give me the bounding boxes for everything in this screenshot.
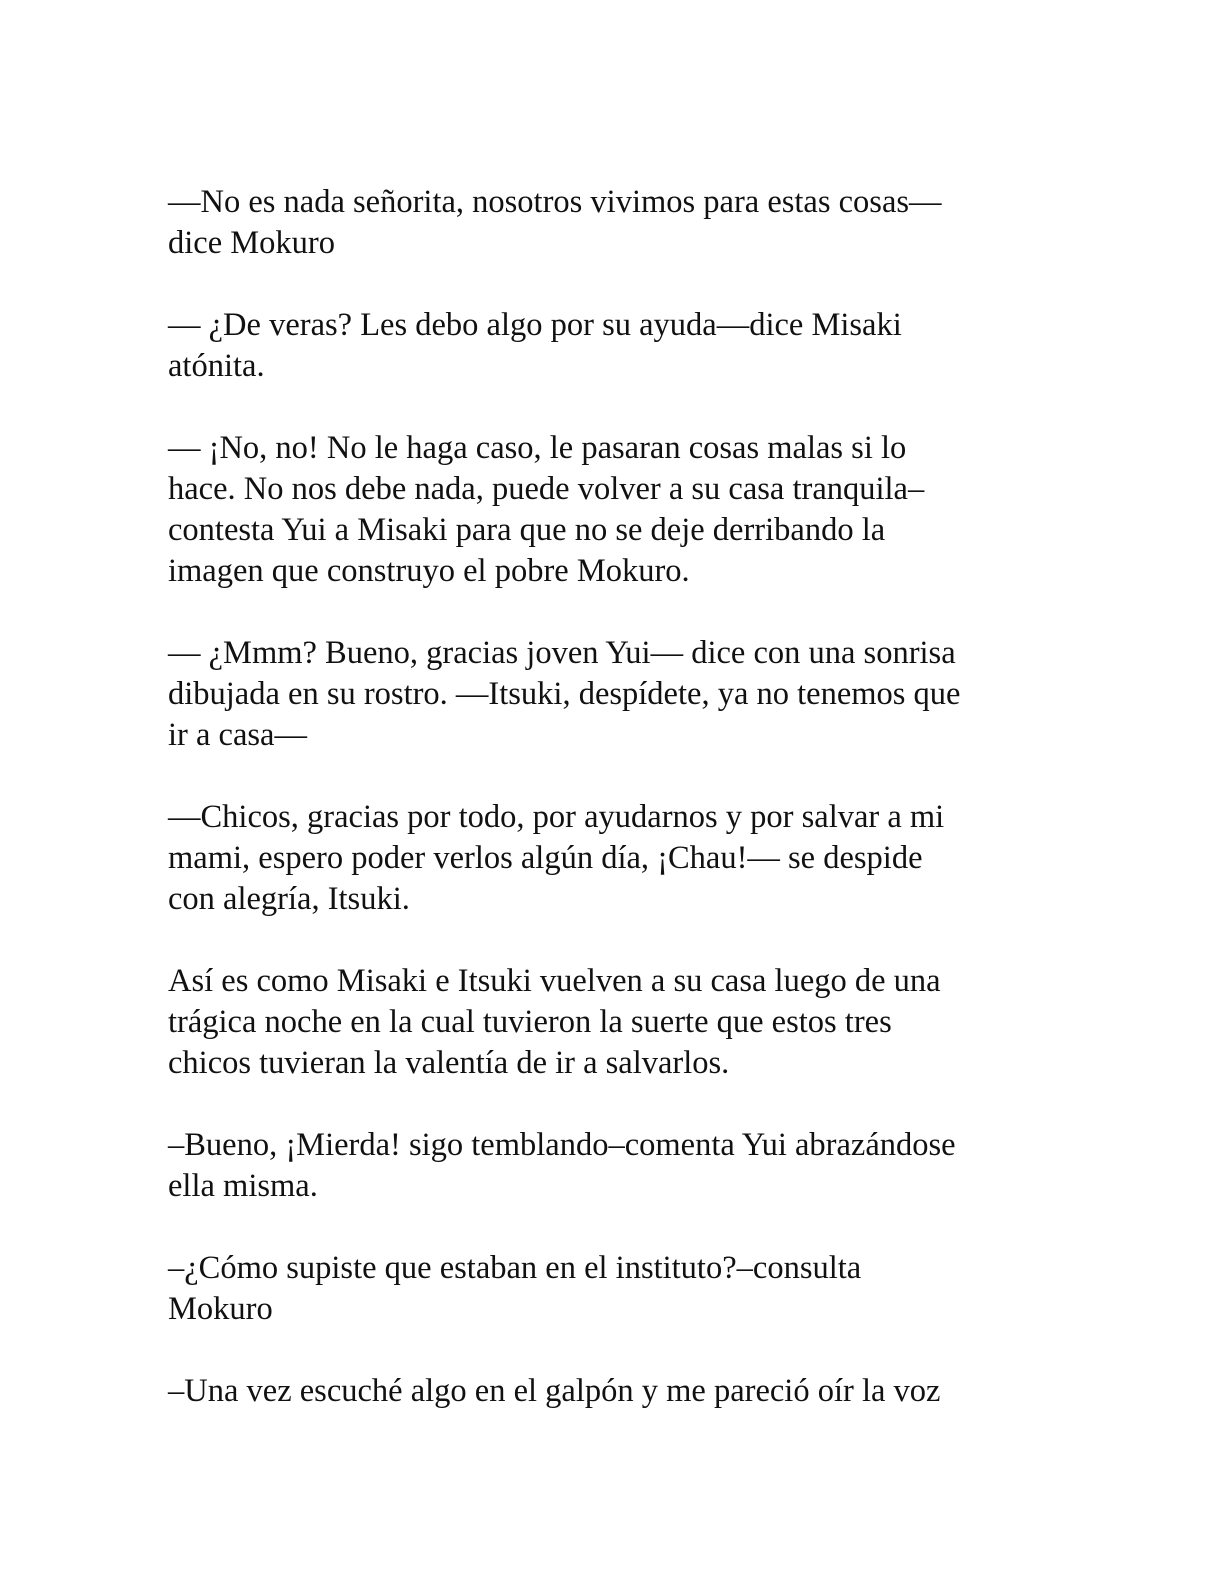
text-line: atónita. bbox=[168, 348, 265, 384]
text-line: —No es nada señorita, nosotros vivimos para estas cosas— bbox=[168, 184, 942, 220]
text-line: —Chicos, gracias por todo, por ayudarnos y por salvar a mi bbox=[168, 799, 945, 835]
text-line: –Bueno, ¡Mierda! sigo temblando–comenta Yui abrazándose bbox=[168, 1127, 956, 1163]
text-line: –Una vez escuché algo en el galpón y me pareció oír la voz bbox=[168, 1373, 941, 1409]
text-line: dibujada en su rostro. —Itsuki, despídete, ya no tenemos que bbox=[168, 676, 961, 712]
paragraph bbox=[168, 1125, 1058, 1207]
text-line: hace. No nos debe nada, puede volver a su casa tranquila– bbox=[168, 471, 925, 507]
text-line: contesta Yui a Misaki para que no se deje derribando la bbox=[168, 512, 886, 548]
body-text bbox=[168, 182, 1058, 1453]
text-line: mami, espero poder verlos algún día, ¡Chau!— se despide bbox=[168, 840, 923, 876]
paragraph bbox=[168, 1248, 1058, 1330]
paragraph bbox=[168, 305, 1058, 387]
text-line: ella misma. bbox=[168, 1168, 318, 1204]
text-line: — ¿Mmm? Bueno, gracias joven Yui— dice con una sonrisa bbox=[168, 635, 956, 671]
paragraph bbox=[168, 961, 1058, 1084]
text-line: trágica noche en la cual tuvieron la suerte que estos tres bbox=[168, 1004, 892, 1040]
text-line: con alegría, Itsuki. bbox=[168, 881, 410, 917]
paragraph bbox=[168, 182, 1058, 264]
paragraph bbox=[168, 1371, 1058, 1412]
text-line: Mokuro bbox=[168, 1291, 273, 1327]
paragraph bbox=[168, 633, 1058, 756]
text-line: chicos tuvieran la valentía de ir a salvarlos. bbox=[168, 1045, 730, 1081]
paragraph bbox=[168, 797, 1058, 920]
text-line: — ¡No, no! No le haga caso, le pasaran cosas malas si lo bbox=[168, 430, 907, 466]
text-line: –¿Cómo supiste que estaban en el instituto?–consulta bbox=[168, 1250, 862, 1286]
text-line: — ¿De veras? Les debo algo por su ayuda—dice Misaki bbox=[168, 307, 902, 343]
paragraph bbox=[168, 428, 1058, 592]
text-line: imagen que construyo el pobre Mokuro. bbox=[168, 553, 690, 589]
text-line: ir a casa— bbox=[168, 717, 307, 753]
text-line: Así es como Misaki e Itsuki vuelven a su casa luego de una bbox=[168, 963, 941, 999]
text-line: dice Mokuro bbox=[168, 225, 335, 261]
